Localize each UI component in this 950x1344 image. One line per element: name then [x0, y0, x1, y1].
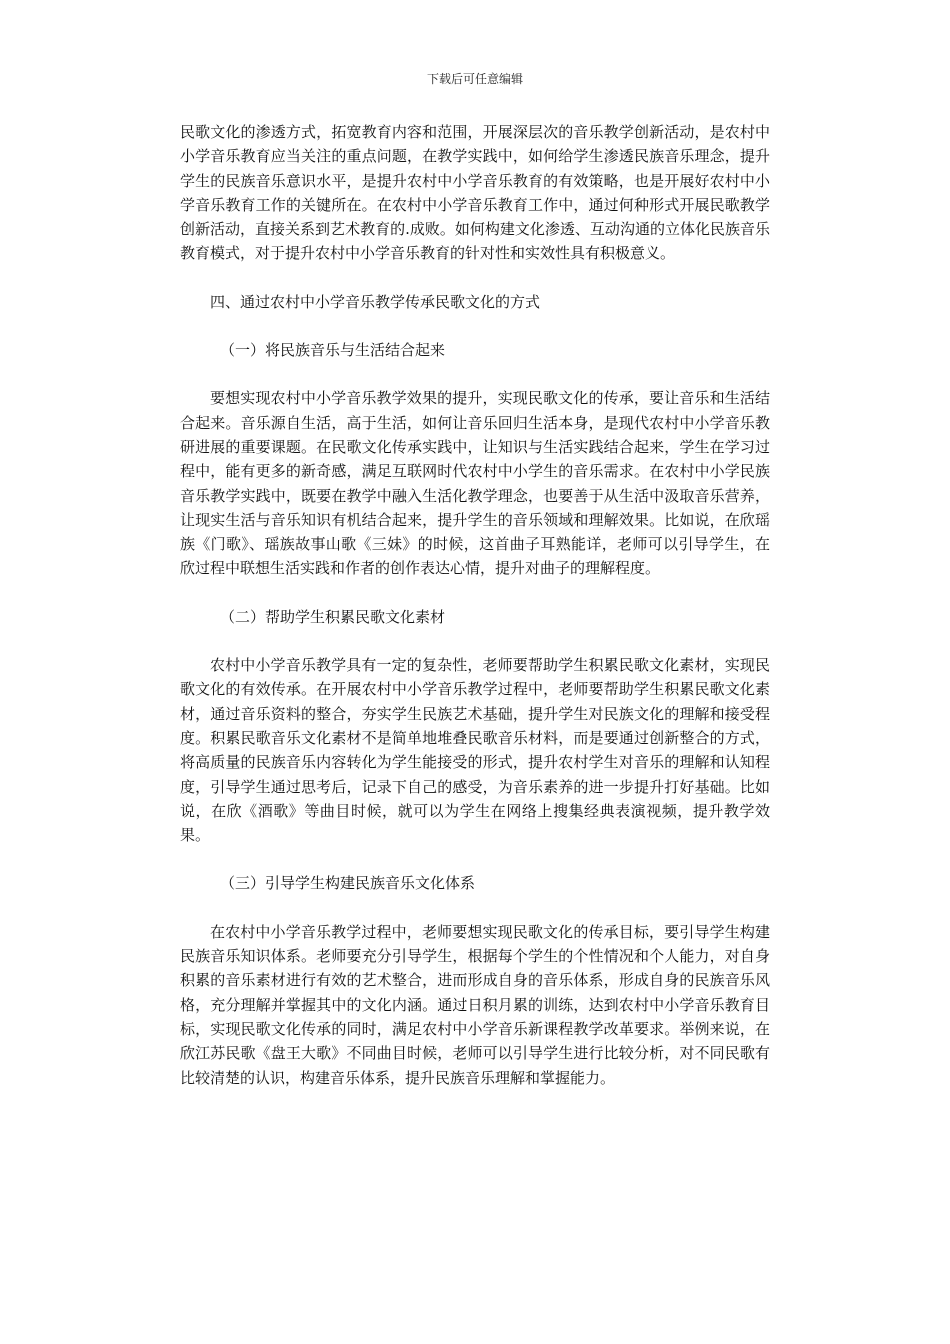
- spacer: [180, 266, 770, 290]
- paragraph-subsection-2: 农村中小学音乐教学具有一定的复杂性，老师要帮助学生积累民歌文化素材，实现民歌文化的有效传承。在开展农村中小学音乐教学过程中，老师要帮助学生积累民歌文化素材，通过音乐资料的整合，夯实学生民族艺术基础，提升学生对民族文化的理解和接受程度。积累民歌音乐文化素材不是简单地堆叠民歌音乐材料，而是要通过创新整合的方式，将高质量的民族音乐内容转化为学生能接受的形式，提升农村学生对音乐的理解和认知程度，引导学生通过思考后，记录下自己的感受，为音乐素养的进一步提升打好基础。比如说，在欣《酒歌》等曲目时候，就可以为学生在网络上搜集经典表演视频，提升教学效果。: [180, 656, 770, 845]
- spacer: [180, 847, 770, 871]
- paragraph-subsection-3: 在农村中小学音乐教学过程中，老师要想实现民歌文化的传承目标，要引导学生构建民族音乐知识体系。老师要充分引导学生，根据每个学生的个性情况和个人能力，对自身积累的音乐素材进行有效的艺术整合，进而形成自身的音乐体系，形成自身的民族音乐风格，充分理解并掌握其中的文化内涵。通过日积月累的训练，达到农村中小学音乐教育目标，实现民歌文化传承的同时，满足农村中小学音乐新课程教学改革要求。举例来说，在欣江苏民歌《盘王大歌》不同曲目时候，老师可以引导学生进行比较分析，对不同民歌有比较清楚的认识，构建音乐体系，提升民族音乐理解和掌握能力。: [180, 922, 770, 1087]
- spacer: [180, 896, 770, 920]
- subsection-heading-1: （一）将民族音乐与生活结合起来: [220, 341, 446, 360]
- page-header-note: 下载后可任意编辑: [426, 72, 523, 86]
- document-body: [180, 120, 770, 1090]
- subsection-heading-3: （三）引导学生构建民族音乐文化体系: [220, 874, 476, 893]
- section-heading-4: 四、通过农村中小学音乐教学传承民歌文化的方式: [210, 292, 541, 311]
- spacer: [180, 362, 770, 386]
- spacer: [180, 581, 770, 605]
- spacer: [180, 314, 770, 338]
- paragraph-intro-continuation: 民歌文化的渗透方式，拓宽教育内容和范围，开展深层次的音乐教学创新活动，是农村中小学音乐教育应当关注的重点问题，在教学实践中，如何给学生渗透民族音乐理念，提升学生的民族音乐意识水平，是提升农村中小学音乐教育的有效策略，也是开展好农村中小学音乐教育工作的关键所在。在农村中小学音乐教育工作中，通过何种形式开展民歌教学创新活动，直接关系到艺术教育的.成败。如何构建文化渗透、互动沟通的立体化民族音乐教育模式，对于提升农村中小学音乐教育的针对性和实效性具有积极意义。: [180, 123, 770, 263]
- paragraph-subsection-1: 要想实现农村中小学音乐教学效果的提升，实现民歌文化的传承，要让音乐和生活结合起来。音乐源自生活，高于生活，如何让音乐回归生活本身，是现代农村中小学音乐教研进展的重要课题。在民歌文化传承实践中，让知识与生活实践结合起来，学生在学习过程中，能有更多的新奇感，满足互联网时代农村中小学生的音乐需求。在农村中小学民族音乐教学实践中，既要在教学中融入生活化教学理念，也要善于从生活中汲取音乐营养，让现实生活与音乐知识有机结合起来，提升学生的音乐领域和理解效果。比如说，在欣瑶族《门歌》、瑶族故事山歌《三妹》的时候，这首曲子耳熟能详，老师可以引导学生，在欣过程中联想生活实践和作者的创作表达心情，提升对曲子的理解程度。: [180, 389, 770, 578]
- subsection-heading-2: （二）帮助学生积累民歌文化素材: [220, 607, 446, 626]
- spacer: [180, 629, 770, 653]
